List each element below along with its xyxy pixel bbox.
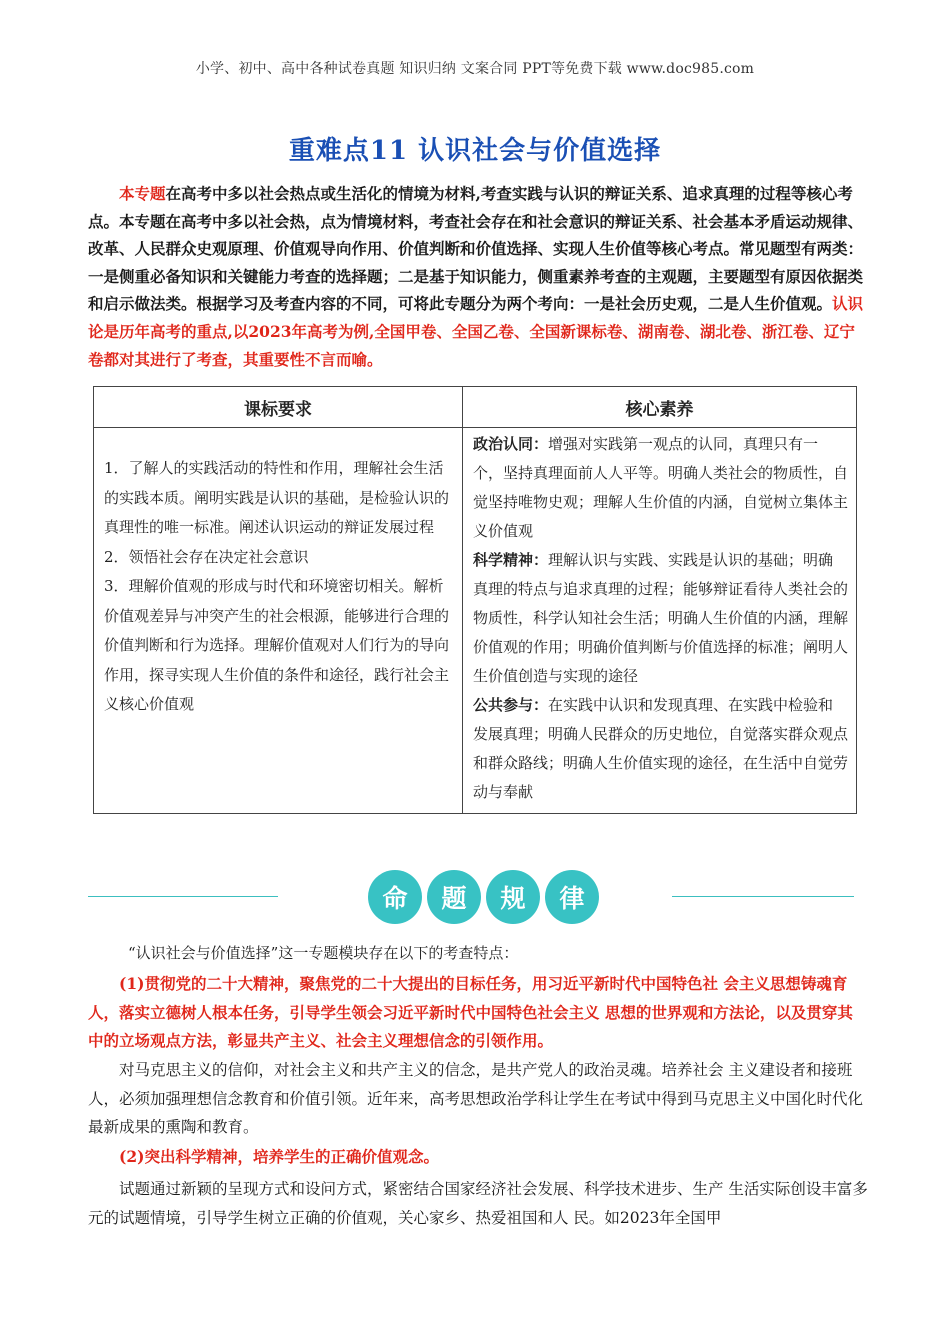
requirement-item: 2．领悟社会存在决定社会意识: [104, 547, 309, 566]
requirements-cell: [94, 428, 463, 814]
section-badge: 律: [545, 870, 599, 924]
requirement-item: 3．理解价值观的形成与时代和环境密切相关。解析价值观差异与冲突产生的社会根源，能够进行合理的价值判断和行为选择。理解价值观对人们行为的导向作用，探寻实现人生价值的条件和途径，践行社会主义核心价值观: [104, 577, 450, 713]
competency-text: 理解认识与实践、实践是认识的基础；明确真理的特点与追求真理的过程；能够辩证看待人类社会的物质性，科学认知社会生活；明确人生价值的内涵，理解价值观的作用；明确价值判断与价值选择的标准；阐明人生价值创造与实现的途径: [473, 551, 849, 685]
page-title: 重难点11 认识社会与价值选择: [288, 136, 662, 166]
competency-text: 在实践中认识和发现真理、在实践中检验和发展真理；明确人民群众的历史地位，自觉落实群众观点和群众路线；明确人生价值实现的途径，在生活中自觉劳动与奉献: [473, 696, 849, 801]
section-divider-left: [88, 896, 278, 897]
requirement-item: 1．了解人的实践活动的特性和作用，理解社会生活的实践本质。阐明实践是认识的基础，是检验认识的真理性的唯一标准。阐述认识运动的辩证发展过程: [104, 459, 450, 536]
section-intro: “认识社会与价值选择”这一专题模块存在以下的考查特点：: [128, 944, 519, 962]
competency-label: 公共参与：: [473, 696, 549, 714]
table-header-competencies: 核心素养: [463, 387, 857, 428]
competency-label: 政治认同：: [473, 435, 549, 453]
competency-text: 增强对实践第一观点的认同，真理只有一个，坚持真理面前人人平等。明确人类社会的物质性，自觉坚持唯物史观；理解人生价值的内涵，自觉树立集体主义价值观: [473, 435, 849, 540]
standards-table: [93, 386, 857, 814]
table-header-requirements: 课标要求: [94, 387, 463, 428]
point-2: (2)突出科学精神，培养学生的正确价值观念。: [119, 1147, 439, 1166]
intro-body: 在高考中多以社会热点或生活化的情境为材料,考查实践与认识的辩证关系、追求真理的过程等核心考点。本专题在高考中多以社会热，点为情境材料，考查社会存在和社会意识的辩证关系、社会基本矛盾运动规律、改革、人民群众史观原理、价值观导向作用、价值判断和价值选择、实现人生价值等核心考点。常见题型有两类：一是侧重必备知识和关键能力考查的选择题；二是基于知识能力，侧重素养考查的主观题，主要题型有原因依据类和启示做法类。根据学习及考查内容的不同，可将此专题分为两个考向：一是社会历史观，二是人生价值观。: [88, 184, 864, 314]
competency-label: 科学精神：: [473, 551, 549, 569]
paragraph-1: 对马克思主义的信仰，对社会主义和共产主义的信念，是共产党人的政治灵魂。培养社会 主义建设者和接班人，必须加强理想信念教育和价值引领。近年来，高考思想政治学科让学生在考试中得到马克思主义中国化时代化最新成果的熏陶和教育。: [88, 1061, 864, 1136]
competency-item: [473, 546, 848, 691]
section-divider-right: [672, 896, 854, 897]
intro-paragraph: [88, 180, 868, 373]
section-heading-badges: [368, 870, 600, 926]
page-header: 小学、初中、高中各种试卷真题 知识归纳 文案合同 PPT等免费下载 www.doc985.com: [195, 61, 755, 77]
section-badge: 题: [427, 870, 481, 924]
point-1: (1)贯彻党的二十大精神，聚焦党的二十大提出的目标任务，用习近平新时代中国特色社 会主义思想铸魂育人，落实立德树人根本任务，引导学生领会习近平新时代中国特色社会主义 思想的世界观和方法论，以及贯穿其中的立场观点方法，彰显共产主义、社会主义理想信念的引领作用。: [88, 974, 853, 1050]
intro-tail: 认识论是历年高考的重点,以2023年高考为例,全国甲卷、全国乙卷、全国新课标卷、湖南卷、湖北卷、浙江卷、辽宁卷都对其进行了考查，其重要性不言而喻。: [88, 294, 864, 369]
competency-item: [473, 430, 848, 546]
section-badge: 命: [368, 870, 422, 924]
competencies-cell: [463, 428, 857, 814]
intro-lead: 本专题: [119, 184, 166, 203]
section-badge: 规: [486, 870, 540, 924]
paragraph-2: 试题通过新颖的呈现方式和设问方式，紧密结合国家经济社会发展、科学技术进步、生产 生活实际创设丰富多元的试题情境，引导学生树立正确的价值观，关心家乡、热爱祖国和人 民。如2023年全国甲: [88, 1180, 868, 1227]
competency-item: [473, 691, 848, 807]
